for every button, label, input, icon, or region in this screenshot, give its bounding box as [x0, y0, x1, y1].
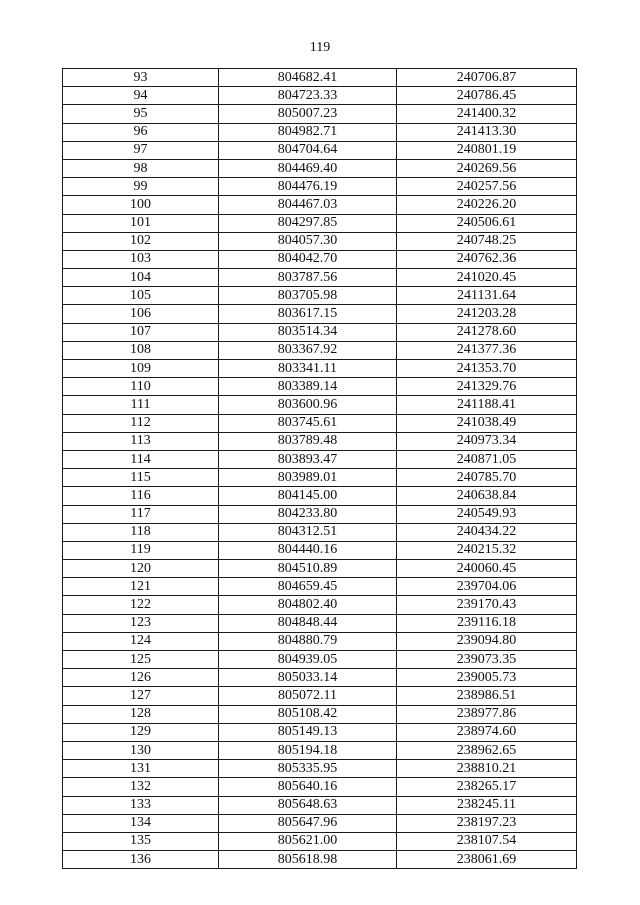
point-number-cell: 108	[63, 341, 219, 359]
point-number-cell: 117	[63, 505, 219, 523]
point-number-cell: 110	[63, 378, 219, 396]
x-coordinate-cell: 805149.13	[219, 723, 397, 741]
x-coordinate-cell: 804476.19	[219, 178, 397, 196]
y-coordinate-cell: 238986.51	[397, 687, 577, 705]
point-number-cell: 93	[63, 69, 219, 87]
x-coordinate-cell: 803789.48	[219, 432, 397, 450]
x-coordinate-cell: 804704.64	[219, 141, 397, 159]
y-coordinate-cell: 238197.23	[397, 814, 577, 832]
table-row	[63, 523, 577, 541]
x-coordinate-cell: 803787.56	[219, 269, 397, 287]
y-coordinate-cell: 240871.05	[397, 450, 577, 468]
x-coordinate-cell: 803617.15	[219, 305, 397, 323]
point-number-cell: 107	[63, 323, 219, 341]
table-row	[63, 705, 577, 723]
table-row	[63, 505, 577, 523]
point-number-cell: 119	[63, 541, 219, 559]
table-row	[63, 669, 577, 687]
x-coordinate-cell: 804312.51	[219, 523, 397, 541]
y-coordinate-cell: 240549.93	[397, 505, 577, 523]
x-coordinate-cell: 803893.47	[219, 450, 397, 468]
table-row	[63, 269, 577, 287]
y-coordinate-cell: 241038.49	[397, 414, 577, 432]
x-coordinate-cell: 804057.30	[219, 232, 397, 250]
x-coordinate-cell: 805194.18	[219, 741, 397, 759]
table-row	[63, 141, 577, 159]
y-coordinate-cell: 238962.65	[397, 741, 577, 759]
point-number-cell: 120	[63, 560, 219, 578]
table-row	[63, 69, 577, 87]
point-number-cell: 109	[63, 360, 219, 378]
point-number-cell: 115	[63, 469, 219, 487]
point-number-cell: 96	[63, 123, 219, 141]
page-number: 119	[309, 40, 331, 55]
y-coordinate-cell: 240748.25	[397, 232, 577, 250]
table-row	[63, 796, 577, 814]
x-coordinate-cell: 804042.70	[219, 250, 397, 268]
table-row	[63, 832, 577, 850]
x-coordinate-cell: 804848.44	[219, 614, 397, 632]
point-number-cell: 129	[63, 723, 219, 741]
y-coordinate-cell: 239704.06	[397, 578, 577, 596]
x-coordinate-cell: 804510.89	[219, 560, 397, 578]
point-number-cell: 101	[63, 214, 219, 232]
table-row	[63, 487, 577, 505]
point-number-cell: 103	[63, 250, 219, 268]
point-number-cell: 130	[63, 741, 219, 759]
y-coordinate-cell: 238245.11	[397, 796, 577, 814]
x-coordinate-cell: 805647.96	[219, 814, 397, 832]
point-number-cell: 94	[63, 87, 219, 105]
y-coordinate-cell: 240786.45	[397, 87, 577, 105]
y-coordinate-cell: 239116.18	[397, 614, 577, 632]
y-coordinate-cell: 240762.36	[397, 250, 577, 268]
point-number-cell: 125	[63, 651, 219, 669]
point-number-cell: 135	[63, 832, 219, 850]
table-row	[63, 651, 577, 669]
x-coordinate-cell: 804723.33	[219, 87, 397, 105]
x-coordinate-cell: 804880.79	[219, 632, 397, 650]
point-number-cell: 114	[63, 450, 219, 468]
table-row	[63, 687, 577, 705]
table-row	[63, 250, 577, 268]
table-row	[63, 778, 577, 796]
y-coordinate-cell: 240506.61	[397, 214, 577, 232]
coordinates-table-body	[63, 69, 577, 869]
table-row	[63, 87, 577, 105]
y-coordinate-cell: 238977.86	[397, 705, 577, 723]
y-coordinate-cell: 241413.30	[397, 123, 577, 141]
x-coordinate-cell: 803705.98	[219, 287, 397, 305]
x-coordinate-cell: 805335.95	[219, 760, 397, 778]
point-number-cell: 98	[63, 159, 219, 177]
x-coordinate-cell: 804467.03	[219, 196, 397, 214]
point-number-cell: 126	[63, 669, 219, 687]
table-row	[63, 450, 577, 468]
y-coordinate-cell: 241278.60	[397, 323, 577, 341]
point-number-cell: 95	[63, 105, 219, 123]
y-coordinate-cell: 241377.36	[397, 341, 577, 359]
point-number-cell: 99	[63, 178, 219, 196]
y-coordinate-cell: 238107.54	[397, 832, 577, 850]
table-row	[63, 305, 577, 323]
x-coordinate-cell: 805033.14	[219, 669, 397, 687]
table-row	[63, 105, 577, 123]
coordinates-table	[62, 68, 577, 869]
x-coordinate-cell: 804659.45	[219, 578, 397, 596]
table-row	[63, 287, 577, 305]
x-coordinate-cell: 804297.85	[219, 214, 397, 232]
table-row	[63, 469, 577, 487]
y-coordinate-cell: 238265.17	[397, 778, 577, 796]
table-row	[63, 851, 577, 869]
table-row	[63, 614, 577, 632]
x-coordinate-cell: 805108.42	[219, 705, 397, 723]
x-coordinate-cell: 803514.34	[219, 323, 397, 341]
y-coordinate-cell: 240269.56	[397, 159, 577, 177]
y-coordinate-cell: 241188.41	[397, 396, 577, 414]
y-coordinate-cell: 240785.70	[397, 469, 577, 487]
point-number-cell: 124	[63, 632, 219, 650]
table-row	[63, 196, 577, 214]
y-coordinate-cell: 240257.56	[397, 178, 577, 196]
point-number-cell: 100	[63, 196, 219, 214]
table-row	[63, 414, 577, 432]
y-coordinate-cell: 241203.28	[397, 305, 577, 323]
point-number-cell: 123	[63, 614, 219, 632]
table-row	[63, 723, 577, 741]
x-coordinate-cell: 804939.05	[219, 651, 397, 669]
point-number-cell: 127	[63, 687, 219, 705]
x-coordinate-cell: 804682.41	[219, 69, 397, 87]
x-coordinate-cell: 803989.01	[219, 469, 397, 487]
y-coordinate-cell: 241020.45	[397, 269, 577, 287]
point-number-cell: 133	[63, 796, 219, 814]
y-coordinate-cell: 240060.45	[397, 560, 577, 578]
table-row	[63, 814, 577, 832]
x-coordinate-cell: 805621.00	[219, 832, 397, 850]
point-number-cell: 131	[63, 760, 219, 778]
x-coordinate-cell: 804145.00	[219, 487, 397, 505]
point-number-cell: 136	[63, 851, 219, 869]
table-row	[63, 159, 577, 177]
y-coordinate-cell: 239170.43	[397, 596, 577, 614]
table-row	[63, 396, 577, 414]
table-row	[63, 178, 577, 196]
point-number-cell: 113	[63, 432, 219, 450]
point-number-cell: 121	[63, 578, 219, 596]
table-row	[63, 760, 577, 778]
y-coordinate-cell: 239094.80	[397, 632, 577, 650]
table-row	[63, 596, 577, 614]
y-coordinate-cell: 240801.19	[397, 141, 577, 159]
table-row	[63, 632, 577, 650]
table-row	[63, 232, 577, 250]
point-number-cell: 128	[63, 705, 219, 723]
table-row	[63, 378, 577, 396]
table-row	[63, 341, 577, 359]
x-coordinate-cell: 804440.16	[219, 541, 397, 559]
x-coordinate-cell: 805648.63	[219, 796, 397, 814]
point-number-cell: 105	[63, 287, 219, 305]
table-row	[63, 560, 577, 578]
y-coordinate-cell: 239005.73	[397, 669, 577, 687]
x-coordinate-cell: 803389.14	[219, 378, 397, 396]
x-coordinate-cell: 805007.23	[219, 105, 397, 123]
table-row	[63, 214, 577, 232]
table-row	[63, 541, 577, 559]
y-coordinate-cell: 241131.64	[397, 287, 577, 305]
y-coordinate-cell: 238810.21	[397, 760, 577, 778]
x-coordinate-cell: 804469.40	[219, 159, 397, 177]
x-coordinate-cell: 805072.11	[219, 687, 397, 705]
point-number-cell: 122	[63, 596, 219, 614]
point-number-cell: 106	[63, 305, 219, 323]
point-number-cell: 118	[63, 523, 219, 541]
y-coordinate-cell: 238061.69	[397, 851, 577, 869]
table-row	[63, 432, 577, 450]
y-coordinate-cell: 240434.22	[397, 523, 577, 541]
table-row	[63, 323, 577, 341]
x-coordinate-cell: 804982.71	[219, 123, 397, 141]
x-coordinate-cell: 803600.96	[219, 396, 397, 414]
point-number-cell: 116	[63, 487, 219, 505]
y-coordinate-cell: 240226.20	[397, 196, 577, 214]
x-coordinate-cell: 805640.16	[219, 778, 397, 796]
point-number-cell: 104	[63, 269, 219, 287]
y-coordinate-cell: 241353.70	[397, 360, 577, 378]
y-coordinate-cell: 241329.76	[397, 378, 577, 396]
table-row	[63, 360, 577, 378]
x-coordinate-cell: 803341.11	[219, 360, 397, 378]
y-coordinate-cell: 240706.87	[397, 69, 577, 87]
point-number-cell: 134	[63, 814, 219, 832]
point-number-cell: 132	[63, 778, 219, 796]
y-coordinate-cell: 240215.32	[397, 541, 577, 559]
table-row	[63, 123, 577, 141]
x-coordinate-cell: 804802.40	[219, 596, 397, 614]
y-coordinate-cell: 239073.35	[397, 651, 577, 669]
point-number-cell: 112	[63, 414, 219, 432]
x-coordinate-cell: 803367.92	[219, 341, 397, 359]
table-row	[63, 741, 577, 759]
x-coordinate-cell: 805618.98	[219, 851, 397, 869]
point-number-cell: 102	[63, 232, 219, 250]
table-row	[63, 578, 577, 596]
y-coordinate-cell: 240973.34	[397, 432, 577, 450]
point-number-cell: 97	[63, 141, 219, 159]
y-coordinate-cell: 241400.32	[397, 105, 577, 123]
x-coordinate-cell: 803745.61	[219, 414, 397, 432]
y-coordinate-cell: 238974.60	[397, 723, 577, 741]
x-coordinate-cell: 804233.80	[219, 505, 397, 523]
y-coordinate-cell: 240638.84	[397, 487, 577, 505]
point-number-cell: 111	[63, 396, 219, 414]
